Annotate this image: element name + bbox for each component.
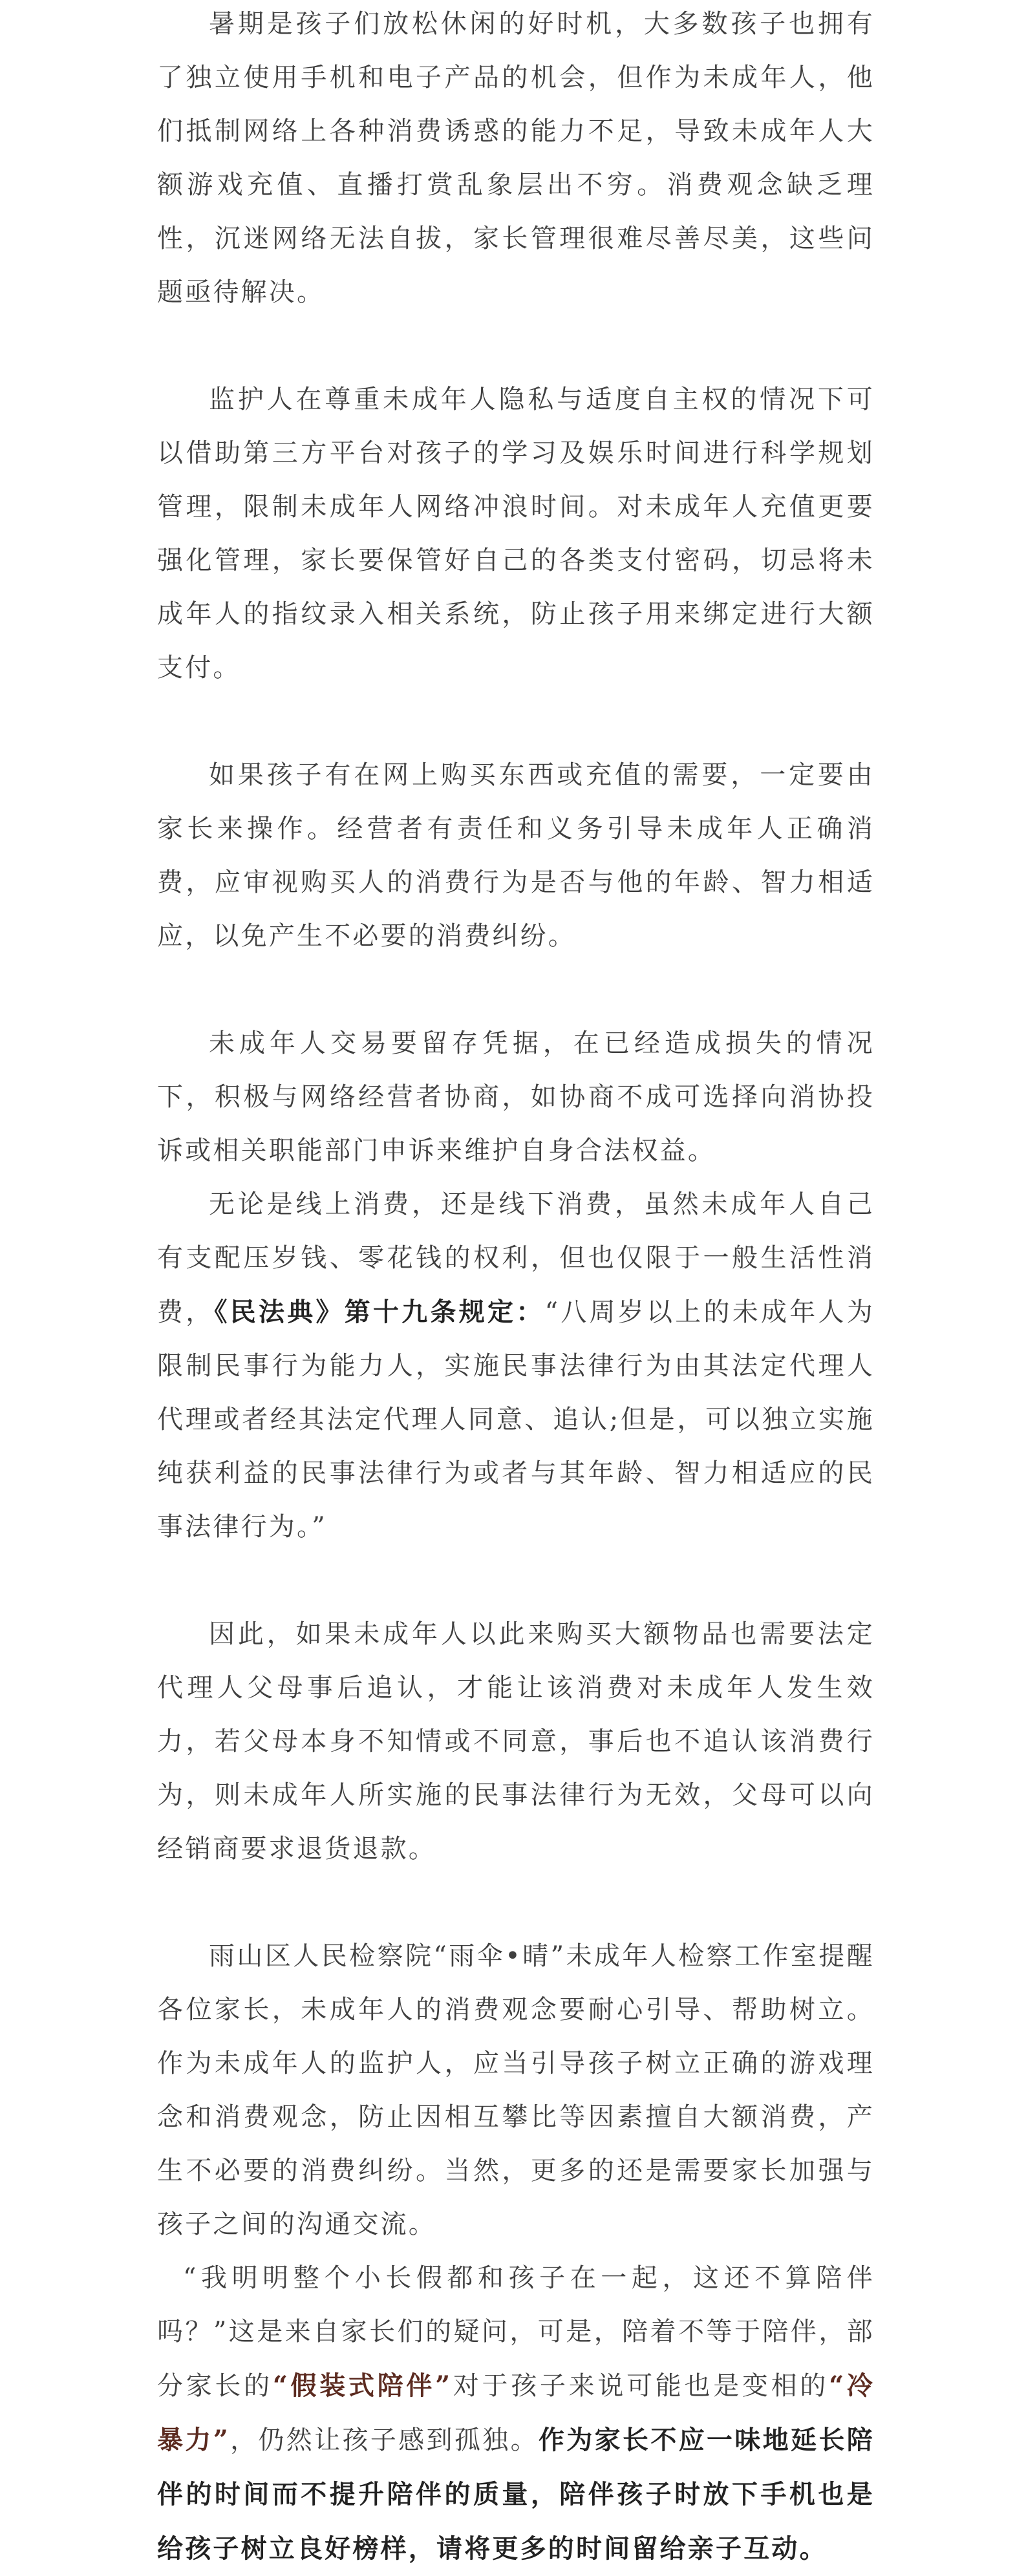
cold-violence-term: “冷暴力”	[157, 2370, 875, 2455]
civil-code-quote: “八周岁以上的未成年人为限制民事行为能力人，实施民事法律行为由其法定代理人代理或者经其法定代理人同意、追认;但是，可以独立实施纯获利益的民事法律行为或者与其年龄、智力相适应的民事法律行为。”	[157, 1297, 875, 1542]
paragraph-civil-code	[157, 1178, 875, 1554]
paragraph-summer-consumption: 暑期是孩子们放松休闲的好时机，大多数孩子也拥有了独立使用手机和电子产品的机会，但作为未成年人，他们抵制网络上各种消费诱惑的能力不足，导致未成年人大额游戏充值、直播打赏乱象层出不穷。消费观念缺乏理性，沉迷网络无法自拔，家长管理很难尽善尽美，这些问题亟待解决。	[157, 9, 875, 307]
companionship-lonely: ，仍然让孩子感到孤独。	[230, 2425, 539, 2455]
article-body	[157, 0, 875, 2576]
paragraph-keep-evidence: 未成年人交易要留存凭据，在已经造成损失的情况下，积极与网络经营者协商，如协商不成可选择向消协投诉或相关职能部门申诉来维护自身合法权益。	[157, 1028, 875, 1166]
civil-code-intro: 无论是线上消费，还是线下消费，虽然未成年人自己有支配压岁钱、零花钱的权利，但也仅限于一般生活性消费，	[157, 1189, 875, 1327]
companionship-question: “我明明整个小长假都和孩子在一起，这还不算陪伴吗？”这是来自家长们的疑问，可是，陪着不等于陪伴，部分家长的	[157, 2263, 875, 2401]
paragraph-companionship	[157, 2251, 875, 2576]
paragraph-online-purchase: 如果孩子有在网上购买东西或充值的需要，一定要由家长来操作。经营者有责任和义务引导未成年人正确消费，应审视购买人的消费行为是否与他的年龄、智力相适应，以免产生不必要的消费纠纷。	[157, 760, 875, 951]
paragraph-guardian-management: 监护人在尊重未成年人隐私与适度自主权的情况下可以借助第三方平台对孩子的学习及娱乐时间进行科学规划管理，限制未成年人网络冲浪时间。对未成年人充值更要强化管理，家长要保管好自己的各类支付密码，切忌将未成年人的指纹录入相关系统，防止孩子用来绑定进行大额支付。	[157, 385, 875, 683]
paragraph-procuratorate-reminder: 雨山区人民检察院“雨伞•晴”未成年人检察工作室提醒各位家长，未成年人的消费观念要耐心引导、帮助树立。作为未成年人的监护人，应当引导孩子树立正确的游戏理念和消费观念，防止因相互攀比等因素擅自大额消费，产生不必要的消费纠纷。当然，更多的还是需要家长加强与孩子之间的沟通交流。	[157, 1941, 875, 2239]
civil-code-article-ref: 《民法典》第十九条规定：	[214, 1297, 545, 1327]
fake-companionship-term: “假装式陪伴”	[272, 2370, 453, 2401]
companionship-middle: 对于孩子来说可能也是变相的	[452, 2371, 829, 2401]
companionship-advice: 作为家长不应一味地延长陪伴的时间而不提升陪伴的质量，陪伴孩子时放下手机也是给孩子树立良好榜样，请将更多的时间留给亲子互动。	[157, 2425, 875, 2564]
paragraph-parent-ratification: 因此，如果未成年人以此来购买大额物品也需要法定代理人父母事后追认，才能让该消费对未成年人发生效力，若父母本身不知情或不同意，事后也不追认该消费行为，则未成年人所实施的民事法律行为无效，父母可以向经销商要求退货退款。	[157, 1619, 875, 1864]
